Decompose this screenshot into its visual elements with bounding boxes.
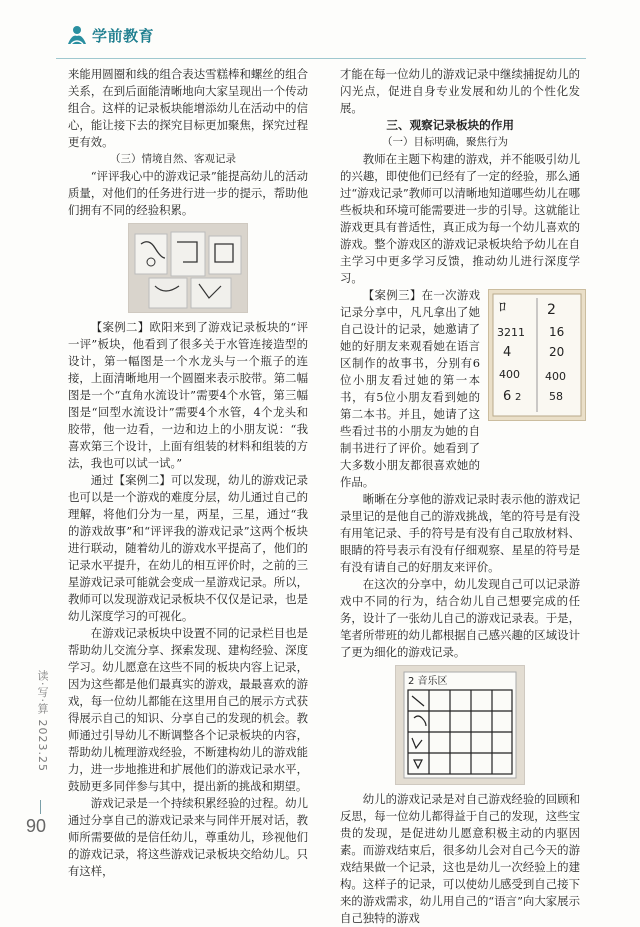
photo-music-area-record (395, 665, 525, 785)
drawing-label: 58 (549, 390, 563, 403)
drawing-label: 400 (499, 368, 520, 381)
drawing-label: 20 (549, 345, 565, 359)
drawing-label: 400 (545, 370, 566, 383)
paragraph: 幼儿的游戏记录是对自己游戏经验的回顾和反思，每一位幼儿都得益于自己的发现，这些宝贵的发现，是促进幼儿愿意积极主动的内驱因素。而游戏结束后，很多幼儿会对自己今天的游戏结果做一个记录，这也是幼儿一次经验上的建构。这样子的记录，可以使幼儿感受到自己接下来的游戏需求，幼儿用自己的“语言”向大家展示自己独特的游戏 (340, 792, 580, 925)
logo-icon (66, 24, 88, 46)
right-column (340, 66, 580, 927)
paragraph: “评评我心中的游戏记录”能提高幼儿的活动质量，对他们的任务进行进一步的提示，帮助他们拥有不同的经验积累。 (68, 169, 308, 217)
header-divider (56, 58, 586, 59)
journal-side-label: 读·写·算 2023.25 (36, 670, 49, 772)
photo-drawing (129, 224, 247, 312)
paragraph: 游戏记录是一个持续积累经验的过程。幼儿通过分享自己的游戏记录来与同伴开展对话，教师所需要做的是信任幼儿，尊重幼儿，珍视他们的游戏记录，将这些游戏记录板块交给幼儿。只有这样， (68, 796, 308, 878)
drawing-label: ﾛ (499, 300, 506, 316)
drawing-label: 6 (503, 389, 512, 404)
paragraph-case-two: 【案例二】欧阳来到了游戏记录板块的“评一评”板块，他看到了很多关于水管连接造型的设计，第一幅图是一个水龙头与一个瓶子的连接，上面清晰地用一个圆圈来表示胶带。第二幅图是一个“直角水流设计”需要4个水管，第三幅图是“回型水流设计”需要4个水管，4个龙头和胶带，他一边看，一边和边上的小朋友说：“我喜欢第三个设计，上面有组装的材料和组装的方法，我也可以试一试。” (68, 320, 308, 470)
paragraph: 在游戏记录板块中设置不同的记录栏目也是帮助幼儿交流分享、探索发现、建构经验、深度学习。幼儿愿意在这些不同的板块内容上记录，因为这些都是他们最真实的游戏，最最喜欢的游戏，每一位幼儿都能在这里用自己的展示方式获得展示自己的知识、分享自己的发现的机会。教师通过引导幼儿不断调整各个记录板块的内容，帮助幼儿梳理游戏经验，不断建构幼儿的游戏能力，进一步地推进和扩展他们的游戏记录水平，鼓励更多同伴参与其中，提出新的挑战和期望。 (68, 626, 308, 793)
brand-title: 学前教育 (92, 27, 155, 45)
drawing-label: 4 (503, 345, 512, 360)
section-heading: 三、观察记录板块的作用 (386, 118, 514, 132)
paragraph: 在这次的分享中，幼儿发现自己可以记录游戏中不同的行为，结合幼儿自己想要完成的任务，设计了一张幼儿自己的游戏记录表。于是，笔者所带班的幼儿都根据自己感兴趣的区域设计了更为细化的游戏记录。 (340, 577, 580, 659)
paragraph: 通过【案例二】可以发现，幼儿的游戏记录也可以是一个游戏的难度分层，幼儿通过自己的理解，将他们分为一星，两星，三星，通过“我的游戏故事”和“评评我的游戏记录”这两个板块进行联动，随着幼儿的游戏水平提高了，他们的记录水平提升，在幼儿的相互评价时，之前的三星游戏记录可能就会变成一星游戏记录。所以，教师可以发现游戏记录板块不仅仅是记录，也是幼儿深度学习的可视化。 (68, 473, 308, 623)
subheading: （一）目标明确，聚焦行为 (382, 136, 508, 148)
drawing-label: 3211 (497, 326, 525, 339)
paragraph: 来能用圆圈和线的组合表达雪糕棒和螺丝的组合关系，在到后面能清晰地向大家呈现出一个传动组合。这样的记录板块能增添幼儿在活动中的信心，能让接下去的探究目标更加聚焦，探究过程更有效。 (68, 67, 308, 149)
photo-water-pipe-designs (128, 223, 248, 313)
left-column (68, 66, 308, 880)
drawing-label: 2 (547, 302, 556, 318)
side-divider (40, 800, 41, 814)
drawing-label: 16 (549, 325, 565, 339)
header (56, 22, 616, 50)
photo-drawing (396, 666, 524, 784)
drawing-label: 2 音乐区 (408, 676, 448, 687)
paragraph: 教师在主题下构建的游戏，并不能吸引幼儿的兴趣，即使他们已经有了一定的经验，那么通过“游戏记录”教师可以清晰地知道哪些幼儿在哪些板块和环境可能需要进一步的引导。这就能让游戏更具有普适性，真正成为每一个幼儿喜欢的游戏。整个游戏区的游戏记录板块给予幼儿在自主学习中更多学习反馈，推动幼儿进行深度学习。 (340, 152, 580, 285)
drawing-label: 2 (515, 392, 522, 403)
photo-drawing (489, 290, 585, 420)
photo-story-book-record (488, 289, 586, 421)
subheading: （三）情境自然、客观记录 (110, 153, 236, 165)
paragraph: 才能在每一位幼儿的游戏记录中继续捕捉幼儿的闪光点，促进自身专业发展和幼儿的个性化发展。 (340, 67, 580, 115)
paragraph: 晰晰在分享他的游戏记录时表示他的游戏记录里记的是他自己的游戏挑战，笔的符号是有没有用笔记录、手的符号是有没有自己取放材料、眼睛的符号表示有没有仔细观察、星星的符号是有没有请自己的好朋友来评价。 (340, 492, 580, 574)
paragraph-case-three: 【案例三】在一次游戏记录分享中，凡凡拿出了她自己设计的记录，她邀请了她的好朋友来观看她在语言区制作的故事书，分别有6位小朋友看过她的第一本书，有5位小朋友看到她的第二本书。并且，她请了这些看过书的小朋友为她的自制书进行了评价。她看到了大多数小朋友都很喜欢她的作品。 (340, 288, 480, 489)
case-three-block (340, 287, 580, 491)
page-number: 90 (26, 816, 47, 836)
